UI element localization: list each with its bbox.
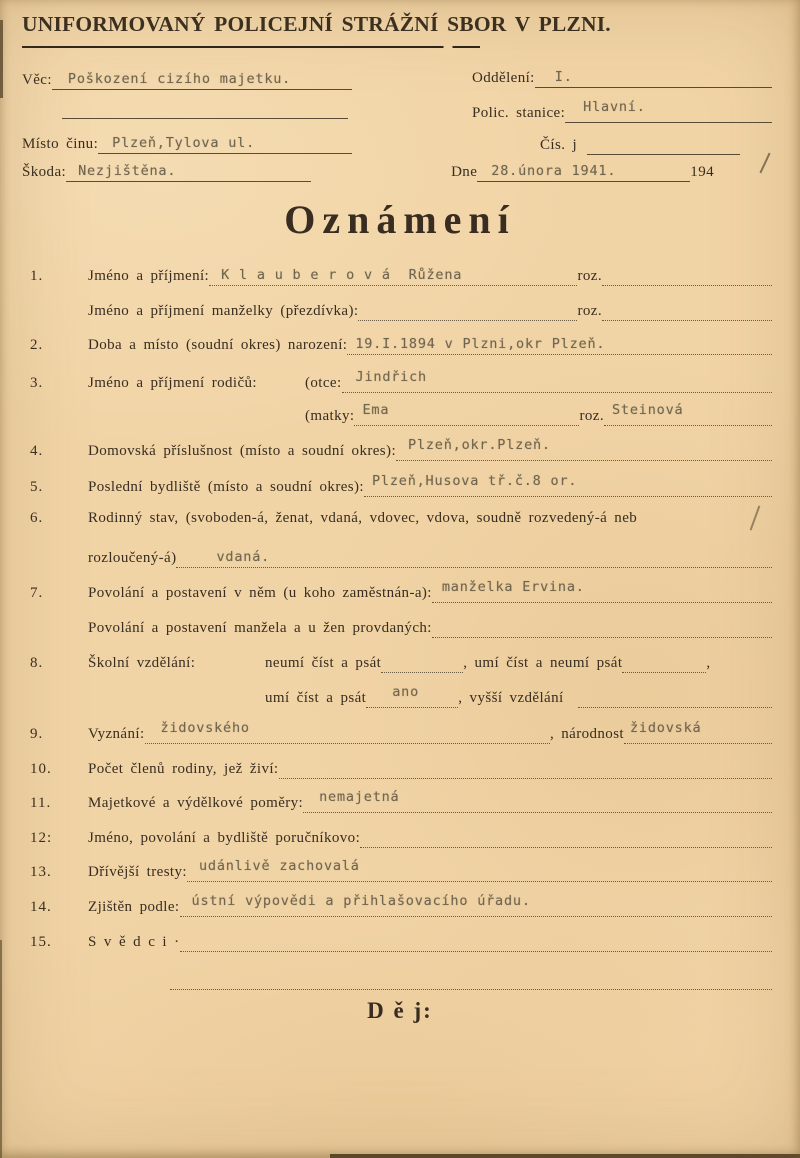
wife-name-line [358, 300, 577, 321]
item-7-line2 [88, 618, 772, 638]
item-number: 3. [30, 375, 44, 391]
roz-label: roz. [579, 408, 604, 424]
religion-label: Vyznání: [88, 726, 145, 742]
item-number: 5. [30, 479, 44, 495]
previous-punishments-value: udánlivě zachovalá [198, 858, 360, 874]
roz-line [602, 300, 772, 321]
marital-status-label2: rozloučený-á) [88, 550, 177, 566]
field-oddeleni [472, 68, 772, 88]
scan-edge-artifact [330, 1154, 800, 1158]
org-title: UNIFORMOVANÝ POLICEJNÍ STRÁŽNÍ SBOR V PLZNI. [22, 12, 611, 36]
identified-by-label: Zjištěn podle: [88, 899, 180, 915]
scan-edge-artifact [0, 940, 2, 1158]
item-number: 7. [30, 585, 44, 601]
item-7 [30, 579, 772, 603]
name-value: K l a u b e r o v á Růžena [221, 267, 463, 283]
dej-section-title: D ě j: [367, 998, 433, 1023]
birth-label: Doba a místo (soudní okres) narození: [88, 337, 348, 353]
edu-higher-line [578, 687, 772, 708]
education-label: Školní vzdělání: [88, 655, 196, 671]
previous-punishments-line [187, 858, 772, 882]
scan-edge-artifact [0, 20, 3, 98]
edu-comma: , [706, 655, 711, 671]
oddeleni-label: Oddělení: [472, 70, 535, 86]
item-1-line2 [88, 301, 772, 321]
birth-value: 19.I.1894 v Plzni,okr Plzeň. [355, 336, 606, 352]
property-line [303, 789, 772, 813]
guardian-label: Jméno, povolání a bydliště poručníkovo: [88, 830, 361, 846]
edu-both-line [366, 684, 458, 708]
item-number: 8. [30, 655, 44, 671]
year-stub: 194 [690, 164, 714, 180]
nationality-label: , národnost [549, 726, 624, 742]
occupation-line [432, 579, 772, 603]
field-vec [22, 70, 352, 90]
item-6-line2 [88, 548, 772, 568]
skoda-line [66, 161, 311, 182]
edu-read-only-label: , umí číst a neumí psát [463, 655, 623, 671]
item-15 [30, 932, 772, 952]
marital-status-label: Rodinný stav, (svoboden-á, ženat, vdaná, vdovec, vdova, soudně rozvedený-á neb [88, 510, 638, 526]
item-number: 10. [30, 761, 52, 777]
oddeleni-value: I. [554, 69, 573, 85]
marital-status-line [176, 547, 772, 568]
field-misto-cinu [22, 134, 352, 154]
property-label: Majetkové a výdělkové poměry: [88, 795, 304, 811]
item-1 [30, 266, 772, 286]
org-title-underline [22, 46, 480, 48]
cis-label: Čís. j [540, 137, 578, 153]
witnesses-label: S v ě d c i · [88, 934, 180, 950]
family-members-label: Počet členů rodiny, jež živí: [88, 761, 279, 777]
wife-name-label: Jméno a příjmení manželky (přezdívka): [88, 303, 359, 319]
roz-label: roz. [577, 303, 602, 319]
cis-line [587, 134, 740, 155]
edu-neither-label: neumí číst a psát [265, 655, 382, 671]
field-skoda-dne [22, 162, 714, 182]
misto-line [98, 133, 352, 154]
spacer [564, 688, 578, 708]
previous-punishments-label: Dřívější tresty: [88, 864, 187, 880]
identified-by-line [180, 893, 772, 917]
stanice-line [565, 99, 772, 123]
item-number: 14. [30, 899, 52, 915]
parents-label: Jméno a příjmení rodičů: [88, 375, 257, 391]
witnesses-line [180, 931, 772, 952]
father-value: Jindřich [355, 369, 427, 385]
maiden-value: Steinová [612, 402, 684, 418]
nationality-line [624, 720, 772, 744]
occupation-label: Povolání a postavení v něm (u koho zaměstnán-a): [88, 585, 432, 601]
mother-label: (matky: [305, 408, 355, 424]
father-label: (otce: [305, 375, 342, 391]
birth-line [347, 334, 772, 355]
mother-line [354, 402, 579, 426]
item-15-line2 [170, 970, 772, 990]
father-line [342, 369, 772, 393]
item-8-line2 [265, 684, 772, 708]
residence-label: Poslední bydliště (místo a soudní okres): [88, 479, 364, 495]
religion-value: židovského [160, 720, 250, 736]
item-number: 6. [30, 510, 44, 526]
item-13 [30, 858, 772, 882]
oddeleni-line [535, 67, 772, 88]
item-6 [30, 508, 772, 528]
marital-status-value: vdaná. [216, 549, 271, 565]
husband-occupation-label: Povolání a postavení manžela a u žen provdaných: [88, 620, 432, 636]
skoda-value: Nezjištěna. [78, 163, 177, 179]
field-cislo-jednaci [540, 135, 740, 155]
form-title: Oznámení [284, 197, 516, 242]
item-11 [30, 789, 772, 813]
mother-value: Ema [362, 402, 390, 418]
spacer [577, 135, 587, 155]
residence-line [364, 473, 772, 497]
item-number: 4. [30, 443, 44, 459]
name-line [209, 265, 577, 286]
misto-value: Plzeň,Tylova ul. [112, 135, 255, 151]
guardian-line [360, 827, 772, 848]
item-12 [30, 828, 772, 848]
edu-neither-line [381, 652, 463, 673]
scan-mark [759, 153, 770, 174]
name-label: Jméno a příjmení: [88, 268, 210, 284]
spacer [311, 162, 451, 182]
item-10 [30, 759, 772, 779]
domicile-line [396, 437, 772, 461]
field-stanice [472, 99, 772, 123]
item-8 [30, 653, 772, 673]
edu-both-label: umí číst a psát [265, 690, 367, 706]
dne-label: Dne [451, 164, 478, 180]
husband-occupation-line [432, 617, 772, 638]
edu-read-only-line [622, 652, 706, 673]
roz-line [602, 265, 772, 286]
domicile-value: Plzeň,okr.Plzeň. [408, 437, 551, 453]
stanice-label: Polic. stanice: [472, 105, 566, 121]
edu-higher-label: , vyšší vzdělání [458, 690, 564, 706]
item-number: 15. [30, 934, 52, 950]
item-14 [30, 893, 772, 917]
item-3-line2 [305, 402, 772, 426]
misto-label: Místo činu: [22, 136, 99, 152]
edu-both-value: ano [392, 684, 420, 700]
identified-by-value: ústní výpovědi a přihlašovacího úřadu. [191, 893, 531, 909]
dne-line [477, 161, 690, 182]
stanice-value: Hlavní. [583, 99, 646, 115]
item-number: 12: [30, 830, 53, 846]
item-4 [30, 437, 772, 461]
domicile-label: Domovská příslušnost (místo a soudní okres): [88, 443, 397, 459]
item-2 [30, 335, 772, 355]
item-3 [30, 369, 772, 393]
property-value: nemajetná [319, 789, 400, 805]
item-number: 2. [30, 337, 44, 353]
maiden-line [604, 402, 772, 426]
vec-value: Poškození cizího majetku. [67, 71, 292, 87]
item-number: 9. [30, 726, 44, 742]
occupation-value: manželka Ervina. [441, 579, 585, 595]
item-number: 11. [30, 795, 52, 811]
witnesses-line2 [170, 969, 772, 990]
family-members-line [279, 758, 773, 779]
item-5 [30, 473, 772, 497]
residence-value: Plzeň,Husova tř.č.8 or. [371, 473, 578, 489]
field-vec-line2 [62, 99, 348, 119]
nationality-value: židovská [630, 720, 702, 736]
item-number: 1. [30, 268, 44, 284]
vec-line2 [62, 98, 348, 119]
vec-line [52, 69, 352, 90]
item-number: 13. [30, 864, 52, 880]
roz-label: roz. [577, 268, 602, 284]
vec-label: Věc: [22, 72, 52, 88]
religion-line [145, 720, 550, 744]
item-9 [30, 720, 772, 744]
dne-value: 28.února 1941. [491, 163, 617, 179]
skoda-label: Škoda: [22, 164, 67, 180]
